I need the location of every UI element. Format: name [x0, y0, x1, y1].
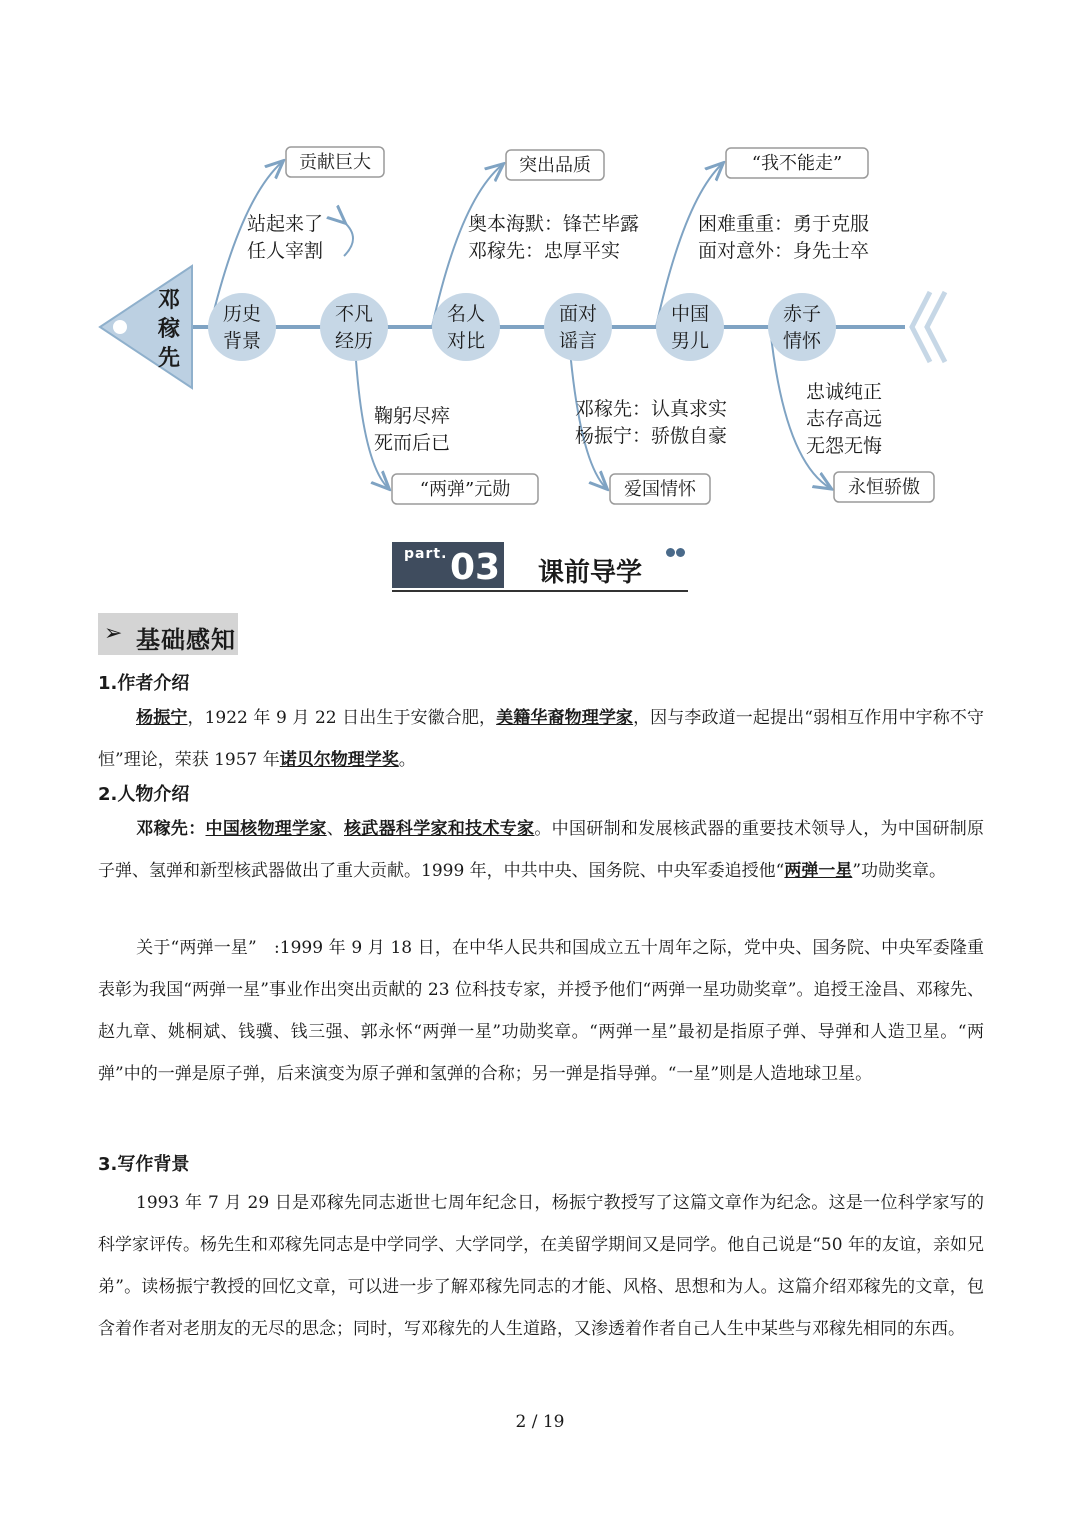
detail-bottom-2-line-1: 邓稼先：认真求实	[575, 398, 728, 420]
part-title: 课前导学	[538, 558, 643, 588]
page-number: 2 / 19	[515, 1412, 565, 1432]
spine-node-3-label-line-2: 对比	[446, 330, 486, 352]
section-title: 基础感知	[136, 626, 236, 654]
rebound-arrow-icon	[344, 222, 353, 256]
part-badge	[392, 542, 504, 588]
label-bottom-2: 爱国情怀	[624, 479, 696, 500]
part-label: part.	[404, 546, 448, 562]
detail-bottom-1-line-2: 死而后已	[374, 432, 451, 454]
label-top-3: “我不能走”	[751, 153, 843, 174]
person-paragraph: 邓稼先：中国核物理学家、核武器科学家和技术专家。中国研制和发展核武器的重要技术领导人，为中国研制原子弹、氢弹和新型核武器做出了重大贡献。1999 年，中共中央、国务院、中央军委追授他“两弹一星”功勋奖章。	[98, 819, 985, 881]
head-char-2: 稼	[157, 316, 181, 342]
spine-node-5-label-line-1: 中国	[670, 303, 710, 325]
detail-top-1-line-1: 站起来了	[247, 213, 324, 235]
spine-node-5-label-line-2: 男儿	[670, 330, 710, 352]
detail-bottom-3-line-1: 忠诚纯正	[806, 381, 883, 403]
spine-node-6-label-line-2: 情怀	[782, 330, 822, 352]
detail-top-3-line-1: 困难重重：勇于克服	[698, 213, 870, 235]
part-underline	[392, 590, 688, 592]
label-bottom-3: 永恒骄傲	[848, 477, 920, 498]
background-paragraph: 1993 年 7 月 29 日是邓稼先同志逝世七周年纪念日，杨振宁教授写了这篇文章作为纪念。这是一位科学家写的科学家评传。杨先生和邓稼先同志是中学同学、大学同学，在美留学期间又是同学。他自己说是“50 年的友谊，亲如兄弟”。读杨振宁教授的回忆文章，可以进一步了解邓稼先同志的才能、风格、思想和为人。这篇介绍邓稼先的文章，包含着作者对老朋友的无尽的思念；同时，写邓稼先的人生道路，又渗透着作者自己人生中某些与邓稼先相同的东西。	[98, 1193, 984, 1339]
liangdan-paragraph: 关于“两弹一星” :1999 年 9 月 18 日，在中华人民共和国成立五十周年之际，党中央、国务院、中央军委隆重表彰为我国“两弹一星”事业作出突出贡献的 23 位科技专家，并授予他们“两弹一星功勋奖章”。追授王淦昌、邓稼先、赵九章、姚桐斌、钱骥、钱三强、郭永怀“两弹一星”功勋奖章。“两弹一星”最初是指原子弹、导弹和人造卫星。“两弹”中的一弹是原子弹，后来演变为原子弹和氢弹的合称；另一弹是指导弹。“一星”则是人造地球卫星。	[98, 938, 984, 1084]
head-char-3: 先	[157, 345, 181, 371]
fish-tail	[912, 292, 945, 362]
fishbone-diagram	[0, 0, 1080, 520]
detail-top-2-line-1: 奥本海默：锋芒毕露	[468, 213, 640, 235]
detail-top-1-line-2: 任人宰割	[247, 240, 324, 262]
dots-icon	[666, 542, 686, 552]
detail-bottom-2-line-2: 杨振宁：骄傲自豪	[575, 425, 728, 447]
spine-node-1-label-line-1: 历史	[222, 303, 262, 325]
part-banner	[392, 540, 688, 598]
spine-node-2-label-line-1: 不凡	[334, 303, 374, 325]
detail-top-2-line-2: 邓稼先：忠厚平实	[468, 240, 621, 262]
label-top-1: 贡献巨大	[299, 152, 371, 173]
section-header	[98, 613, 238, 655]
heading-author: 1.作者介绍	[98, 673, 190, 694]
head-char-1: 邓	[157, 287, 181, 313]
heading-person: 2.人物介绍	[98, 784, 190, 805]
label-top-2: 突出品质	[519, 155, 591, 176]
fish-eye	[113, 320, 127, 334]
spine-node-4-label-line-1: 面对	[558, 303, 598, 325]
spine-node-6-label-line-1: 赤子	[782, 303, 822, 325]
arrow-bullet-icon: ➢	[104, 621, 123, 646]
author-paragraph: 杨振宁，1922 年 9 月 22 日出生于安徽合肥，美籍华裔物理学家，因与李政道一起提出“弱相互作用中宇称不守恒”理论，荣获 1957 年诺贝尔物理学奖。	[98, 708, 985, 770]
heading-background: 3.写作背景	[98, 1154, 190, 1175]
spine-node-2-label-line-2: 经历	[334, 330, 374, 352]
detail-top-3-line-2: 面对意外：身先士卒	[698, 240, 870, 262]
detail-bottom-3-line-3: 无怨无悔	[806, 435, 883, 457]
spine-node-4-label-line-2: 谣言	[558, 330, 598, 352]
label-bottom-1: “两弹”元勋	[419, 479, 511, 500]
detail-bottom-1-line-1: 鞠躬尽瘁	[374, 405, 451, 427]
detail-bottom-3-line-2: 志存高远	[806, 408, 883, 430]
spine-node-1-label-line-2: 背景	[222, 330, 262, 352]
part-number: 03	[450, 547, 501, 588]
spine-node-3-label-line-1: 名人	[446, 303, 486, 325]
